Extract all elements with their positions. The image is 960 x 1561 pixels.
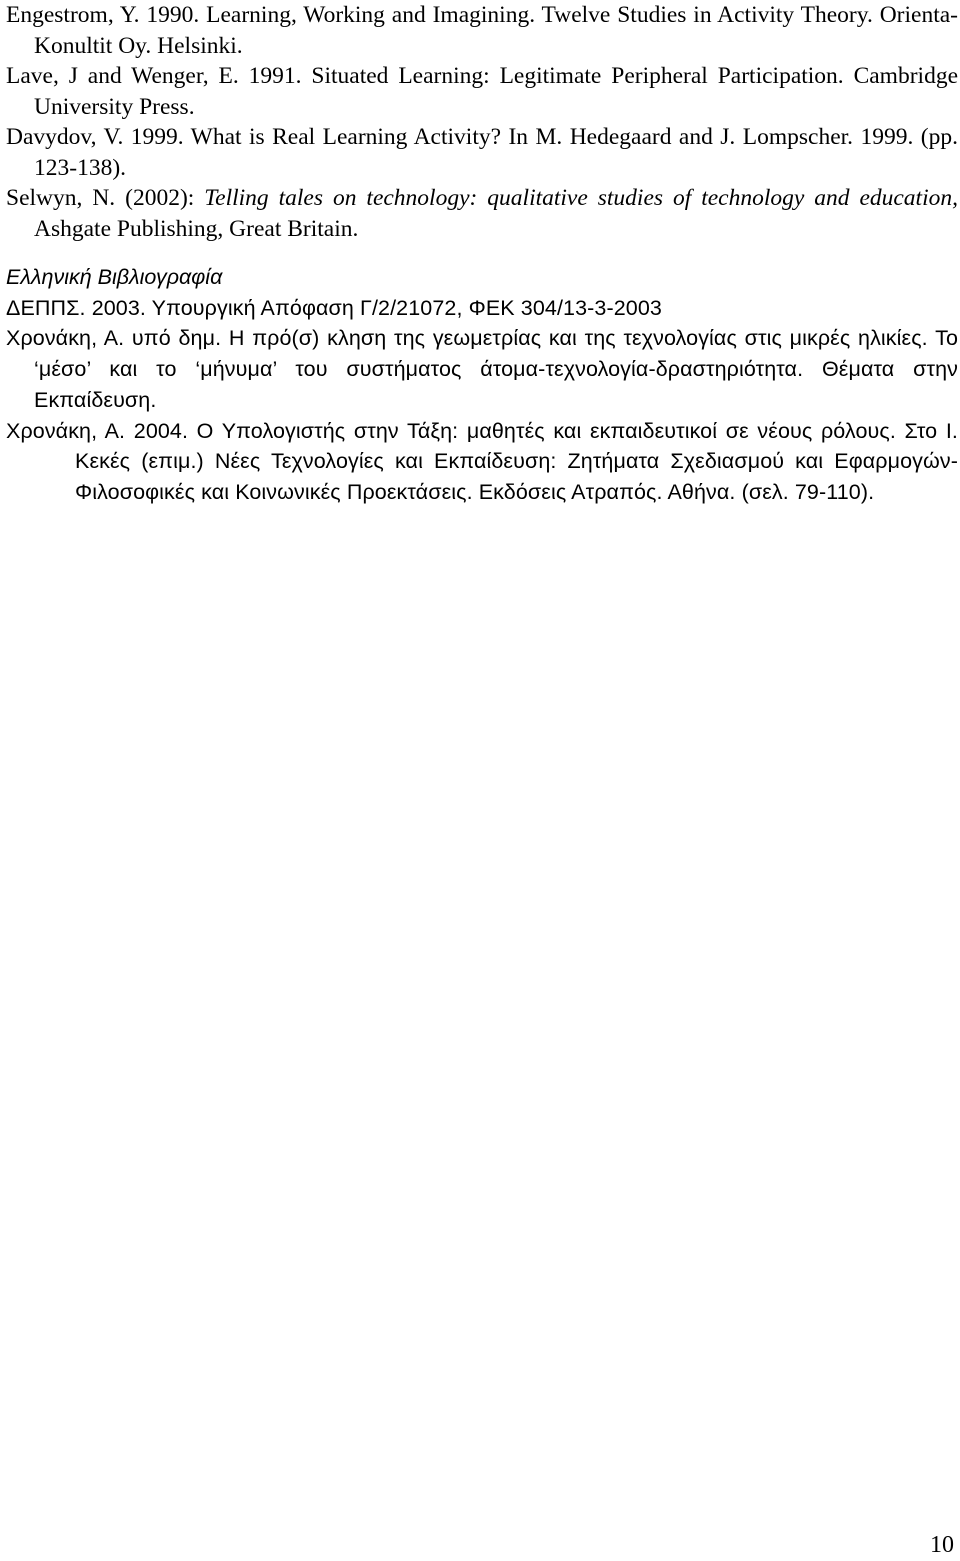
reference-chronaki-under-press: Χρονάκη, Α. υπό δημ. Η πρό(σ) κληση της γεωμετρίας και της τεχνολογίας στις μικρές ηλικίες. Το ‘μέσο’ και το ‘μήνυμα’ του συστήματος άτομα-τεχνολογία-δραστηριότητα. Θέματα στην Εκπαίδευση. (6, 326, 958, 412)
greek-bibliography-heading: Ελληνική Βιβλιογραφία (6, 265, 223, 289)
reference-chronaki-2004: Χρονάκη, Α. 2004. Ο Υπολογιστής στην Τάξη: μαθητές και εκπαιδευτικοί σε νέους ρόλους. Στο Ι. Κεκές (επιμ.) Νέες Τεχνολογίες και Εκπαίδευση: Ζητήματα Σχεδιασμού και Εφαρμογών-Φιλοσοφικές και Κοινωνικές Προεκτάσεις. Εκδόσεις Ατραπός. Αθήνα. (σελ. 79-110). (6, 418, 958, 505)
selwyn-prefix: Selwyn, N. (2002): (6, 185, 205, 211)
document-page (6, 0, 958, 508)
reference-depps: ΔΕΠΠΣ. 2003. Υπουργική Απόφαση Γ/2/21072, ΦΕΚ 304/13-3-2003 (6, 295, 662, 320)
selwyn-title: Telling tales on technology: qualitative studies of technology and education, (204, 185, 958, 211)
reference-lave-wenger: Lave, J and Wenger, E. 1991. Situated Learning: Legitimate Peripheral Participation. Cambridge University Press. (6, 63, 958, 120)
reference-selwyn (6, 183, 958, 244)
selwyn-suffix: Ashgate Publishing, Great Britain. (34, 215, 359, 242)
reference-davydov: Davydov, V. 1999. What is Real Learning Activity? In M. Hedegaard and J. Lompscher. 1999. (pp. 123-138). (6, 124, 958, 181)
page-number: 10 (930, 1532, 954, 1558)
reference-engestrom: Engestrom, Y. 1990. Learning, Working and Imagining. Twelve Studies in Activity Theory. Orienta-Konultit Oy. Helsinki. (6, 2, 958, 59)
